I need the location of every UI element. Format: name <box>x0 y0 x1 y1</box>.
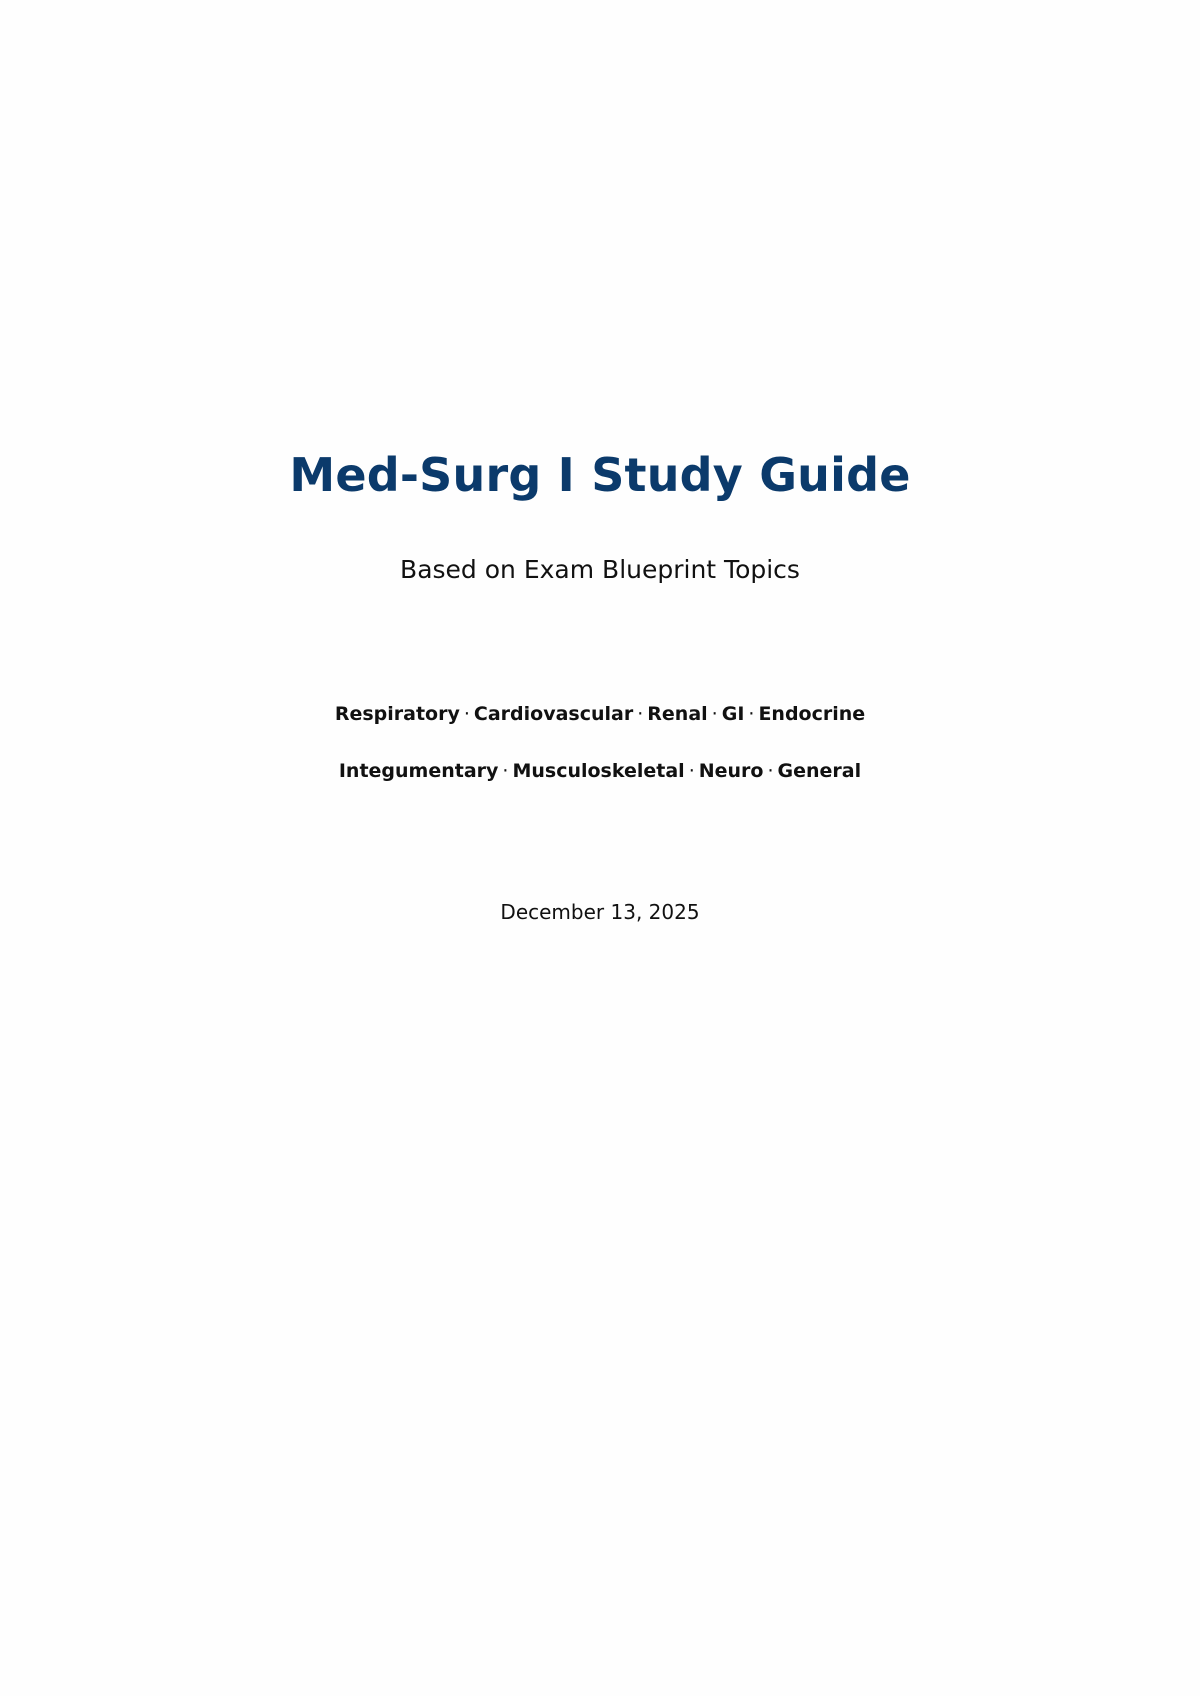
topic-item: Renal <box>647 703 708 725</box>
topics-line-1 <box>0 703 1200 725</box>
topic-item: Neuro <box>698 760 764 782</box>
topic-separator: · <box>748 703 755 725</box>
topic-item: GI <box>721 703 745 725</box>
topic-separator: · <box>711 703 718 725</box>
topic-item: Respiratory <box>334 703 460 725</box>
topic-separator: · <box>637 703 644 725</box>
document-subtitle: Based on Exam Blueprint Topics <box>400 555 800 584</box>
topic-item: General <box>777 760 862 782</box>
topics-line-2 <box>0 760 1200 782</box>
topic-separator: · <box>463 703 470 725</box>
topic-item: Musculoskeletal <box>512 760 685 782</box>
topic-separator: · <box>502 760 509 782</box>
topic-item: Endocrine <box>758 703 866 725</box>
topic-separator: · <box>688 760 695 782</box>
topic-separator: · <box>767 760 774 782</box>
document-title: Med-Surg I Study Guide <box>289 448 911 502</box>
topic-item: Cardiovascular <box>473 703 634 725</box>
document-date: December 13, 2025 <box>500 900 700 924</box>
topic-item: Integumentary <box>338 760 499 782</box>
